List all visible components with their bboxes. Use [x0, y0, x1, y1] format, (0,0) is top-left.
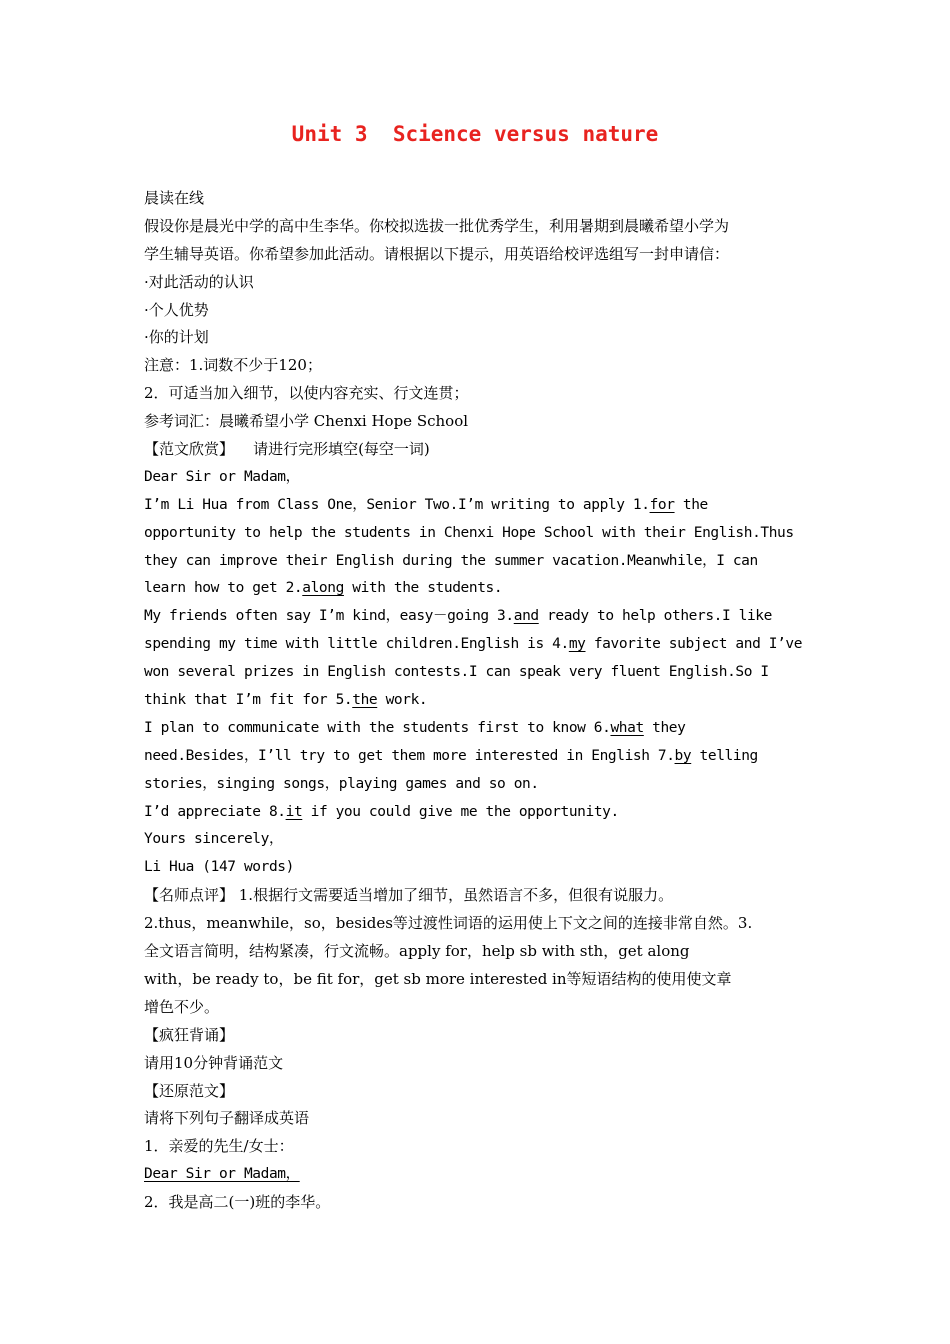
text-line: [144, 994, 824, 1022]
line-text-after: with the students.: [343, 580, 503, 597]
line-text-after: if you could give me the opportunity.: [302, 803, 619, 820]
text-line: [144, 826, 824, 854]
text-line: [144, 408, 824, 436]
text-line: [144, 1105, 824, 1133]
text-line: [144, 603, 824, 631]
line-text-after: they: [643, 719, 686, 736]
text-line: [144, 966, 824, 994]
line-text: stories，singing songs，playing games and so on.: [144, 775, 539, 792]
line-text: 2.thus，meanwhile，so，besides等过渡性词语的运用使上下文之间的连接非常自然。3.: [144, 914, 753, 933]
text-line: [144, 1133, 824, 1161]
line-text: 学生辅导英语。你希望参加此活动。请根据以下提示，用英语给校评选组写一封申请信：: [144, 244, 730, 263]
line-text: Dear Sir or Madam，: [144, 468, 300, 485]
blank-answer: what: [610, 719, 644, 736]
line-text: need.Besides，I’ll try to get them more interested in English 7.: [144, 747, 675, 764]
line-text: 注意：1.词数不少于120；: [144, 356, 322, 375]
text-line: [144, 659, 824, 687]
line-text: with，be ready to，be fit for，get sb more interested in等短语结构的使用使文章: [144, 969, 732, 988]
line-text: 增色不少。: [144, 997, 220, 1016]
text-line: [144, 1189, 824, 1217]
text-line: [144, 687, 824, 715]
line-text: ·你的计划: [144, 328, 209, 347]
text-line: [144, 715, 824, 743]
line-text: I’d appreciate 8.: [144, 803, 286, 820]
blank-answer: Dear Sir or Madam，: [144, 1166, 300, 1183]
text-line: [144, 854, 824, 882]
text-line: [144, 241, 824, 269]
blank-answer: and: [513, 608, 539, 625]
line-text: I’m Li Hua from Class One，Senior Two.I’m writing to apply 1.: [144, 496, 650, 513]
line-text: 全文语言简明，结构紧凑，行文流畅。apply for，help sb with sth，get along: [144, 942, 690, 961]
line-text: 请将下列句子翻译成英语: [144, 1109, 310, 1128]
line-text: 参考词汇：晨曦希望小学 Chenxi Hope School: [144, 412, 469, 431]
line-text: 2．可适当加入细节，以使内容充实、行文连贯；: [144, 384, 469, 403]
line-text: My friends often say I’m kind，easy－going 3.: [144, 608, 514, 625]
text-line: [144, 1050, 824, 1078]
line-text-after: telling: [691, 747, 758, 764]
text-line: [144, 380, 824, 408]
text-line: [144, 269, 824, 297]
text-line: [144, 910, 824, 938]
text-line: [144, 575, 824, 603]
line-text-after: ready to help others.I like: [538, 608, 772, 625]
line-text: 2．我是高二(一)班的李华。: [144, 1193, 331, 1212]
line-text: Yours sincerely，: [144, 831, 284, 848]
line-text-after: work.: [377, 692, 428, 709]
line-text: 【还原范文】: [144, 1081, 235, 1100]
line-text: they can improve their English during the summer vacation.Meanwhile，I can: [144, 552, 758, 569]
blank-answer: my: [568, 636, 586, 653]
blank-answer: along: [302, 580, 344, 597]
line-text: I plan to communicate with the students first to know 6.: [144, 719, 611, 736]
text-line: [144, 436, 824, 464]
text-line: [144, 492, 824, 520]
text-line: [144, 352, 824, 380]
line-text: ·对此活动的认识: [144, 272, 254, 291]
text-line: [144, 185, 824, 213]
text-line: [144, 324, 824, 352]
line-text: won several prizes in English contests.I can speak very fluent English.So I: [144, 664, 769, 681]
line-text: 请用10分钟背诵范文: [144, 1053, 284, 1072]
document-body: [144, 185, 824, 1217]
line-text: spending my time with little children.English is 4.: [144, 636, 569, 653]
line-text: ·个人优势: [144, 300, 209, 319]
text-line: [144, 520, 824, 548]
line-text: 【疯狂背诵】: [144, 1025, 235, 1044]
line-text-after: the: [674, 496, 708, 513]
text-line: [144, 548, 824, 576]
text-line: [144, 938, 824, 966]
line-text: Li Hua (147 words): [144, 859, 294, 876]
text-line: [144, 799, 824, 827]
line-text: learn how to get 2.: [144, 580, 303, 597]
text-line: [144, 631, 824, 659]
text-line: [144, 882, 824, 910]
text-line: [144, 1078, 824, 1106]
blank-answer: for: [649, 496, 675, 513]
text-line: [144, 464, 824, 492]
line-text: 假设你是晨光中学的高中生李华。你校拟选拔一批优秀学生，利用暑期到晨曦希望小学为: [144, 216, 730, 235]
blank-answer: it: [285, 803, 303, 820]
line-text: 1．亲爱的先生/女士：: [144, 1137, 294, 1156]
blank-answer: by: [674, 747, 692, 764]
text-line: [144, 297, 824, 325]
line-text: 晨读在线: [144, 189, 205, 207]
line-text-after: favorite subject and I’ve: [585, 636, 803, 653]
text-line: [144, 743, 824, 771]
line-text: 【名师点评】 1.根据行文需要适当增加了细节，虽然语言不多，但很有说服力。: [144, 886, 674, 905]
text-line: [144, 213, 824, 241]
text-line: [144, 1022, 824, 1050]
text-line: [144, 1161, 824, 1189]
text-line: [144, 771, 824, 799]
line-text: opportunity to help the students in Chenxi Hope School with their English.Thus: [144, 524, 794, 541]
document-title: Unit 3 Science versus nature: [291, 122, 659, 146]
line-text: think that I’m fit for 5.: [144, 692, 353, 709]
blank-answer: the: [352, 692, 378, 709]
line-text: 【范文欣赏】 请进行完形填空(每空一词): [144, 440, 430, 459]
